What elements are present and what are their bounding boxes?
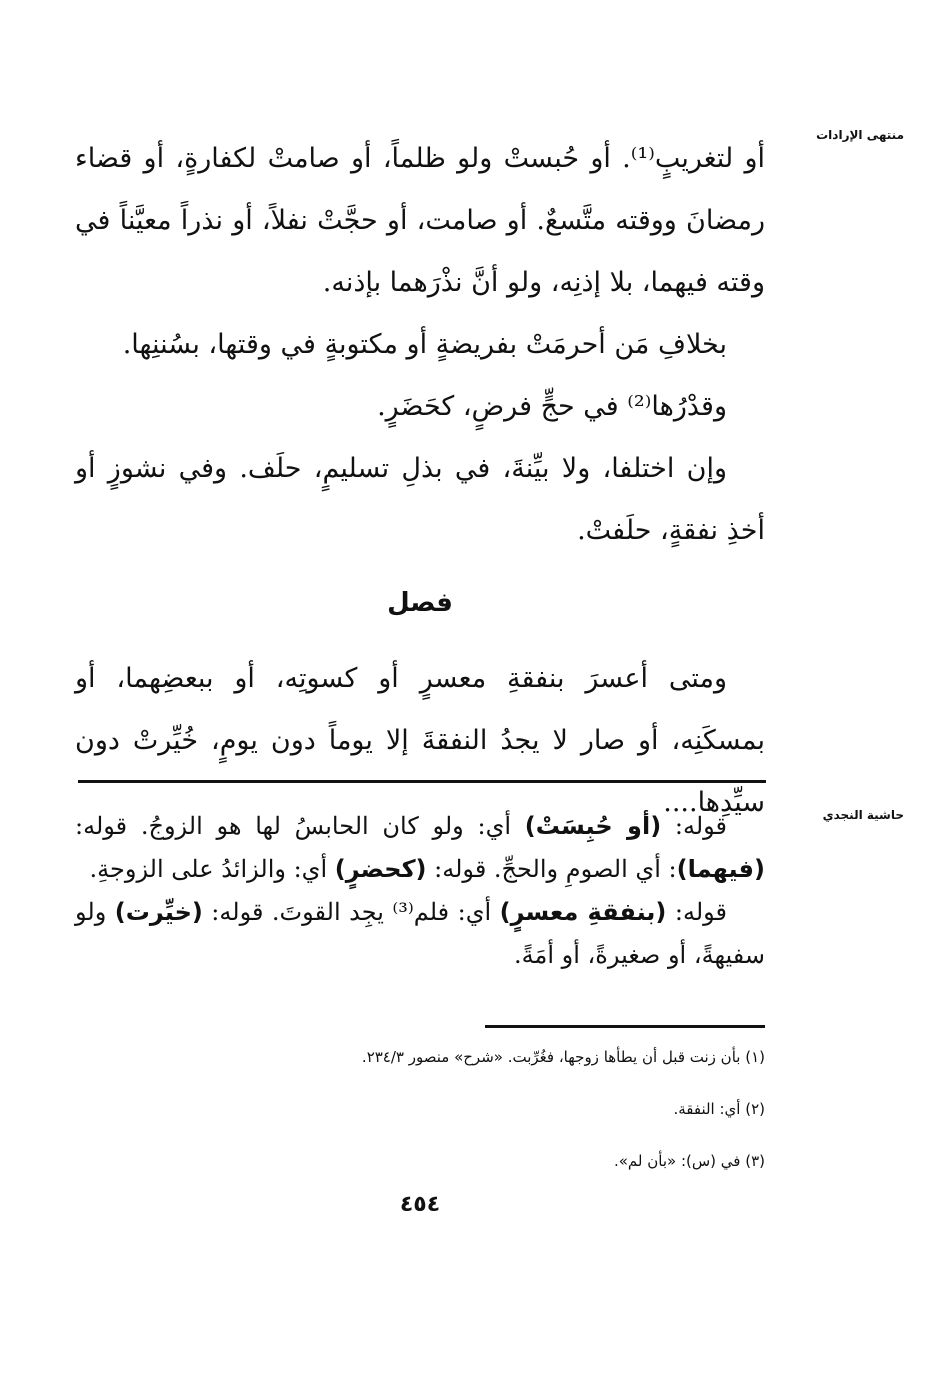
commentary-lemma: (أو حُبِسَتْ): [524, 812, 662, 840]
main-paragraph-2: بخلافِ مَن أحرمَتْ بفريضةٍ أو مكتوبةٍ في وقتها، بسُننِها.: [122, 329, 727, 360]
footnote-2: (٢) أي: النفقة.: [673, 1100, 765, 1118]
commentary-lemma: (بنفقةِ معسرٍ): [499, 898, 667, 926]
page-number: ٤٥٤: [399, 1192, 441, 1217]
side-label-text-title: منتهى الإرادات: [816, 128, 904, 142]
commentary-paragraph-1: [75, 805, 765, 891]
commentary-text: قوله:: [661, 812, 728, 840]
main-paragraph-3: وقدْرُها⁽²⁾ في حجٍّ فرضٍ، كحَضَرٍ.: [377, 391, 727, 422]
main-separator-rule: [78, 780, 766, 783]
main-text-block-1: [75, 128, 765, 562]
commentary-text: ولو سفيهةً، أو صغيرةً، أو أمَةً.: [75, 898, 765, 969]
commentary-lemma: (خيِّرت): [114, 898, 203, 926]
section-heading: فصل: [387, 588, 453, 618]
commentary-lemma: (فيهما): [676, 855, 765, 883]
commentary-text: قوله:: [666, 898, 728, 926]
main-paragraph-4: وإن اختلفا، ولا بيِّنةَ، في بذلِ تسليمٍ، حلَف. وفي نشوزٍ أو أخذِ نفقةٍ، حلَفتْ.: [75, 453, 765, 546]
main-paragraph-1: أو لتغريبٍ⁽¹⁾. أو حُبستْ ولو ظلماً، أو صامتْ لكفارةٍ، أو قضاء رمضانَ ووقته متَّسعٌ. أو صامت، أو حجَّتْ نفلاً، أو نذراً معيَّناً في وقته فيهما، بلا إذنِه، ولو أنَّ نذْرَهما بإذنه.: [75, 143, 766, 298]
footnote-3: (٣) في (س): «بأن لم».: [613, 1152, 765, 1170]
footnotes-block: [75, 1040, 765, 1196]
footnote-separator-rule: [485, 1025, 765, 1028]
commentary-text: أي: والزائدُ على الزوجةِ.: [89, 855, 335, 883]
commentary-text: : أي الصومِ والحجِّ. قوله:: [426, 855, 677, 883]
commentary-block: [75, 805, 765, 977]
main-paragraph-5: ومتى أعسرَ بنفقةِ معسرٍ أو كسوتِه، أو ببعضِهما، أو بمسكَنِه، أو صار لا يجدُ النفقةَ إلا يوماً دون يومٍ، خُيِّرتْ دون سيِّدِها....: [75, 663, 765, 818]
commentary-lemma: (كحضرٍ): [334, 855, 427, 883]
commentary-text: أي: ولو كان الحابسُ لها هو الزوجُ. قوله:: [75, 812, 525, 840]
side-label-commentary-title: حاشية النجدي: [822, 808, 904, 822]
footnote-1: (١) بأن زنت قبل أن يطأها زوجها، فغُرِّبت. «شرح» منصور ٢٣٤/٣.: [361, 1048, 765, 1066]
commentary-text: أي: فلم⁽³⁾ يجِد القوتَ. قوله:: [202, 898, 500, 926]
commentary-paragraph-2: [75, 891, 765, 977]
